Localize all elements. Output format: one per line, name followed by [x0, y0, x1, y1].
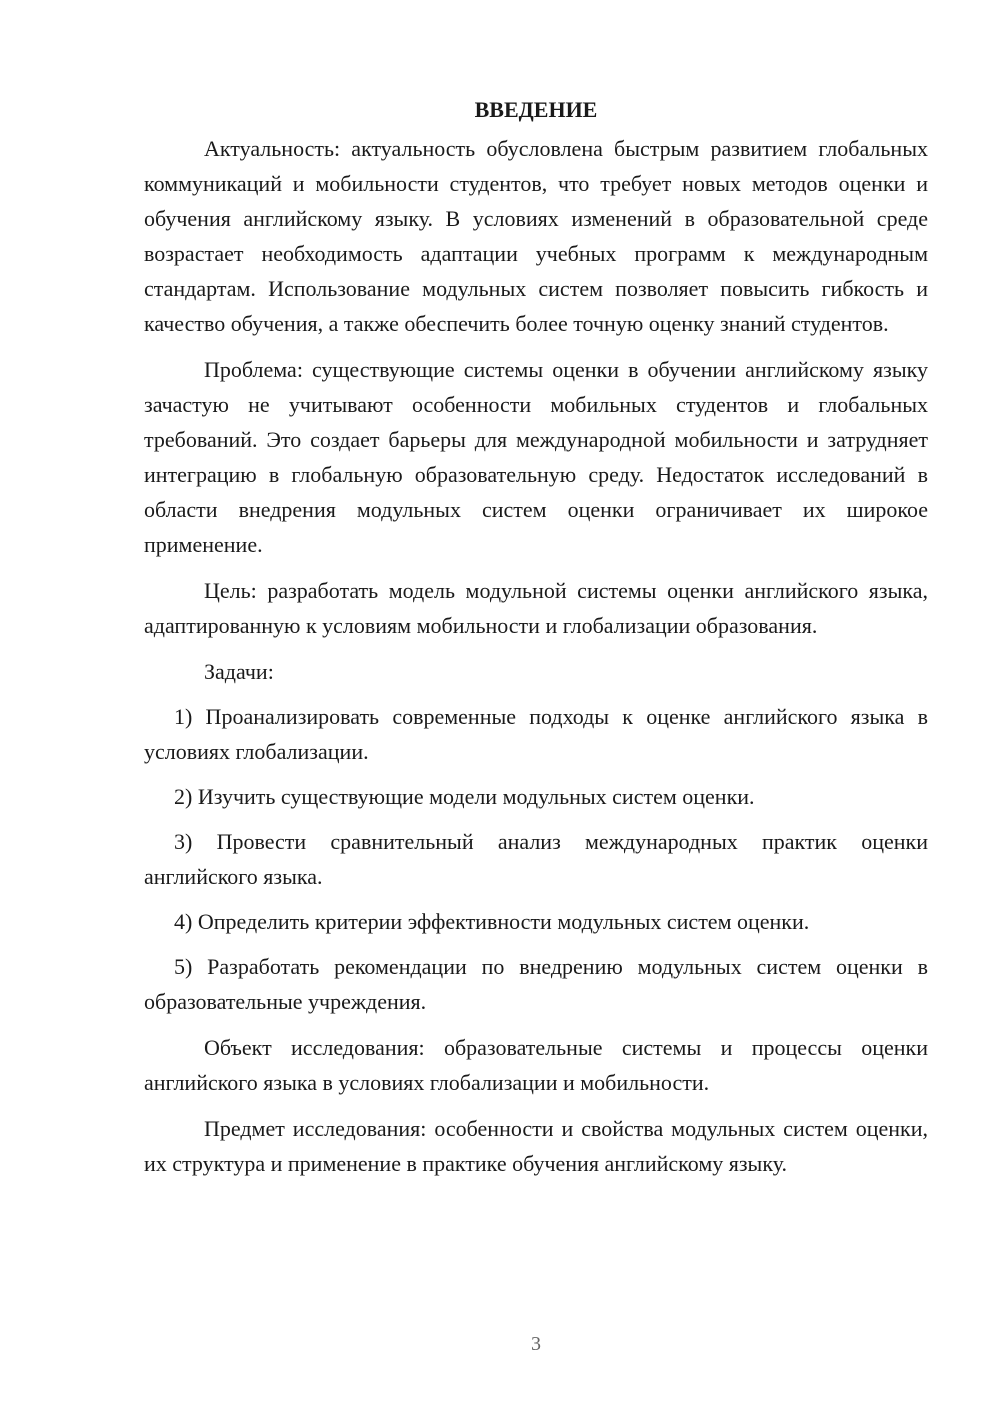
task-item-1: 1) Проанализировать современные подходы к оценке английского языка в условиях глобализации.	[144, 704, 928, 764]
task-item-4: 4) Определить критерии эффективности модульных систем оценки.	[174, 909, 810, 934]
paragraph-relevance: Актуальность: актуальность обусловлена быстрым развитием глобальных коммуникаций и мобильности студентов, что требует новых методов оценки и обучения английскому языку. В условиях изменений в образовательной среде возрастает необходимость адаптации учебных программ к международным стандартам. Использование модульных систем позволяет повысить гибкость и качество обучения, а также обеспечить более точную оценку знаний студентов.	[144, 136, 928, 336]
page-number: 3	[531, 1333, 541, 1355]
section-title: ВВЕДЕНИЕ	[474, 97, 598, 122]
tasks-heading: Задачи:	[204, 659, 274, 684]
task-item-2: 2) Изучить существующие модели модульных систем оценки.	[174, 784, 755, 809]
paragraph-subject: Предмет исследования: особенности и свойства модульных систем оценки, их структура и применение в практике обучения английскому языку.	[144, 1116, 928, 1176]
paragraph-problem: Проблема: существующие системы оценки в обучении английскому языку зачастую не учитывают особенности мобильных студентов и глобальных требований. Это создает барьеры для международной мобильности и затрудняет интеграцию в глобальную образовательную среду. Недостаток исследований в области внедрения модульных систем оценки ограничивает их широкое применение.	[144, 357, 928, 557]
paragraph-goal: Цель: разработать модель модульной системы оценки английского языка, адаптированную к условиям мобильности и глобализации образования.	[144, 578, 928, 638]
task-item-5: 5) Разработать рекомендации по внедрению модульных систем оценки в образовательные учреждения.	[144, 954, 928, 1014]
paragraph-object: Объект исследования: образовательные системы и процессы оценки английского языка в условиях глобализации и мобильности.	[144, 1035, 928, 1095]
task-item-3: 3) Провести сравнительный анализ международных практик оценки английского языка.	[144, 829, 928, 889]
page-content	[144, 92, 928, 1181]
